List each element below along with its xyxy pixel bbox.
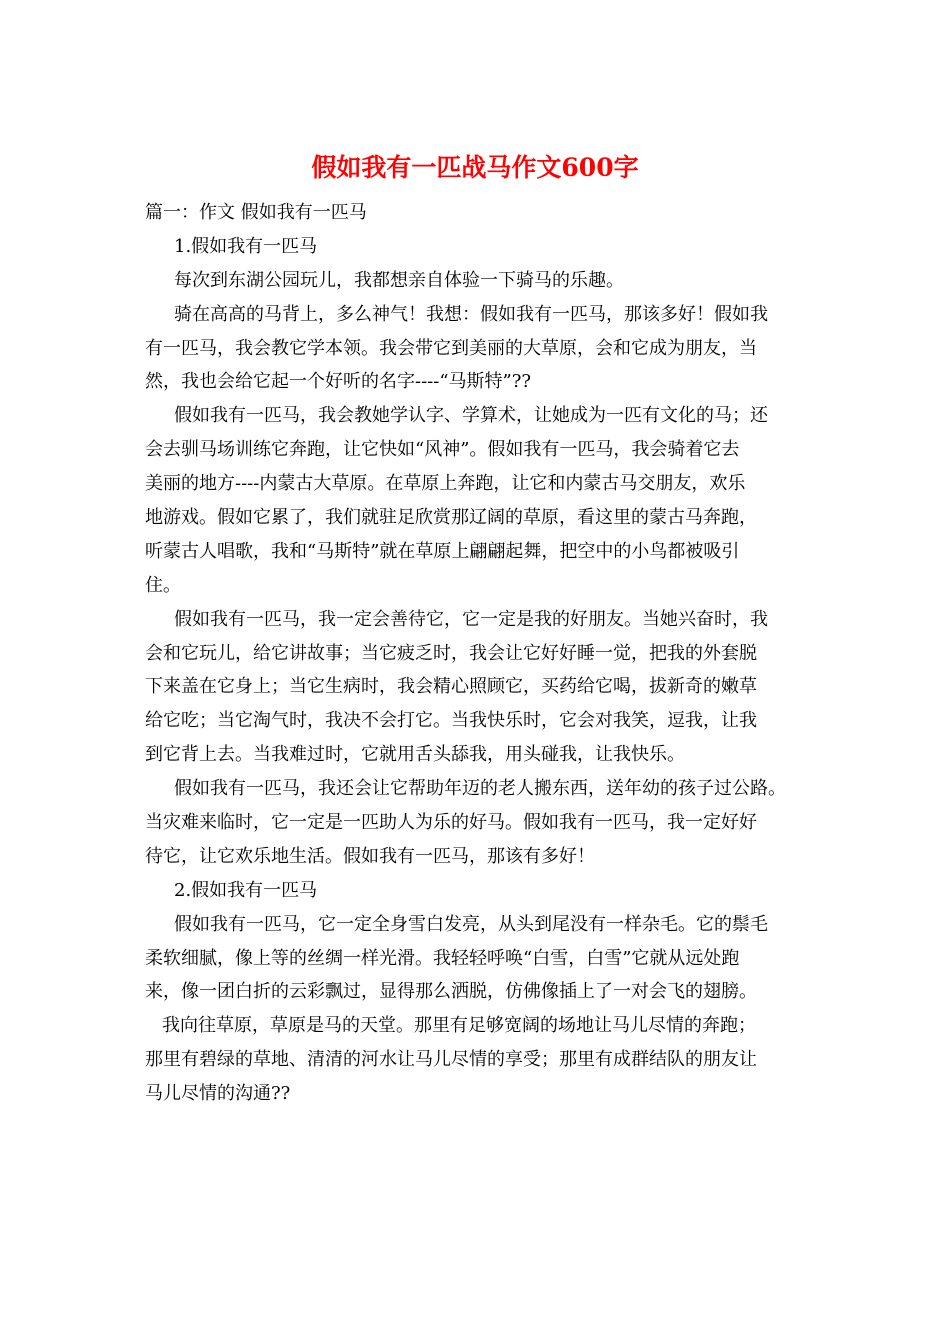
paragraph-line: 假如我有一匹马，我会教她学认字、学算术，让她成为一匹有文化的马；还 — [174, 405, 768, 427]
paragraph-line: 我向往草原，草原是马的天堂。那里有足够宽阔的场地让马儿尽情的奔跑； — [162, 1015, 756, 1037]
paragraph-line: 当灾难来临时，它一定是一匹助人为乐的好马。假如我有一匹马，我一定好好 — [145, 812, 757, 834]
paragraph-line: 那里有碧绿的草地、清清的河水让马儿尽情的享受；那里有成群结队的朋友让 — [145, 1049, 757, 1071]
paragraph-line: 来，像一团白折的云彩飘过，显得那么洒脱，仿佛像插上了一对会飞的翅膀。 — [145, 981, 757, 1003]
paragraph-line: 马儿尽情的沟通?? — [145, 1083, 291, 1105]
paragraph-line: 然，我也会给它起一个好听的名字----“马斯特”?? — [145, 371, 532, 393]
paragraph-line: 住。 — [145, 574, 181, 596]
paragraph-line: 假如我有一匹马，它一定全身雪白发亮，从头到尾没有一样杂毛。它的鬃毛 — [174, 913, 768, 935]
subsection-heading: 1.假如我有一匹马 — [174, 235, 318, 257]
paragraph-line: 美丽的地方----内蒙古大草原。在草原上奔跑，让它和内蒙古马交朋友，欢乐 — [145, 473, 746, 495]
paragraph-line: 骑在高高的马背上，多么神气！我想：假如我有一匹马，那该多好！假如我 — [174, 303, 768, 325]
document-title: 假如我有一匹战马作文600字 — [311, 153, 639, 182]
paragraph-line: 听蒙古人唱歌，我和“马斯特”就在草原上翩翩起舞，把空中的小鸟都被吸引 — [145, 540, 740, 562]
subsection-heading: 2.假如我有一匹马 — [174, 879, 318, 901]
paragraph-line: 到它背上去。当我难过时，它就用舌头舔我，用头碰我，让我快乐。 — [145, 744, 685, 766]
paragraph-line: 下来盖在它身上；当它生病时，我会精心照顾它，买药给它喝，拔新奇的嫩草 — [145, 676, 757, 698]
paragraph-line: 有一匹马，我会教它学本领。我会带它到美丽的大草原，会和它成为朋友，当 — [145, 337, 757, 359]
paragraph-line: 每次到东湖公园玩儿，我都想亲自体验一下骑马的乐趣。 — [174, 269, 624, 291]
paragraph-line: 给它吃；当它淘气时，我决不会打它。当我快乐时，它会对我笑，逗我，让我 — [145, 710, 757, 732]
paragraph-line: 待它，让它欢乐地生活。假如我有一匹马，那该有多好！ — [145, 845, 595, 867]
document-body — [145, 196, 820, 1111]
paragraph-line: 柔软细腻，像上等的丝绸一样光滑。我轻轻呼唤“白雪，白雪”它就从远处跑 — [145, 947, 740, 969]
paragraph-line: 会和它玩儿，给它讲故事；当它疲乏时，我会让它好好睡一觉，把我的外套脱 — [145, 642, 757, 664]
paragraph-line: 会去驯马场训练它奔跑，让它快如“风神”。假如我有一匹马，我会骑着它去 — [145, 439, 740, 461]
paragraph-line: 地游戏。假如它累了，我们就驻足欣赏那辽阔的草原，看这里的蒙古马奔跑， — [145, 507, 757, 529]
paragraph-line: 假如我有一匹马，我还会让它帮助年迈的老人搬东西，送年幼的孩子过公路。 — [174, 778, 786, 800]
paragraph-line: 假如我有一匹马，我一定会善待它，它一定是我的好朋友。当她兴奋时，我 — [174, 608, 768, 630]
section-heading: 篇一：作文 假如我有一匹马 — [145, 202, 367, 223]
